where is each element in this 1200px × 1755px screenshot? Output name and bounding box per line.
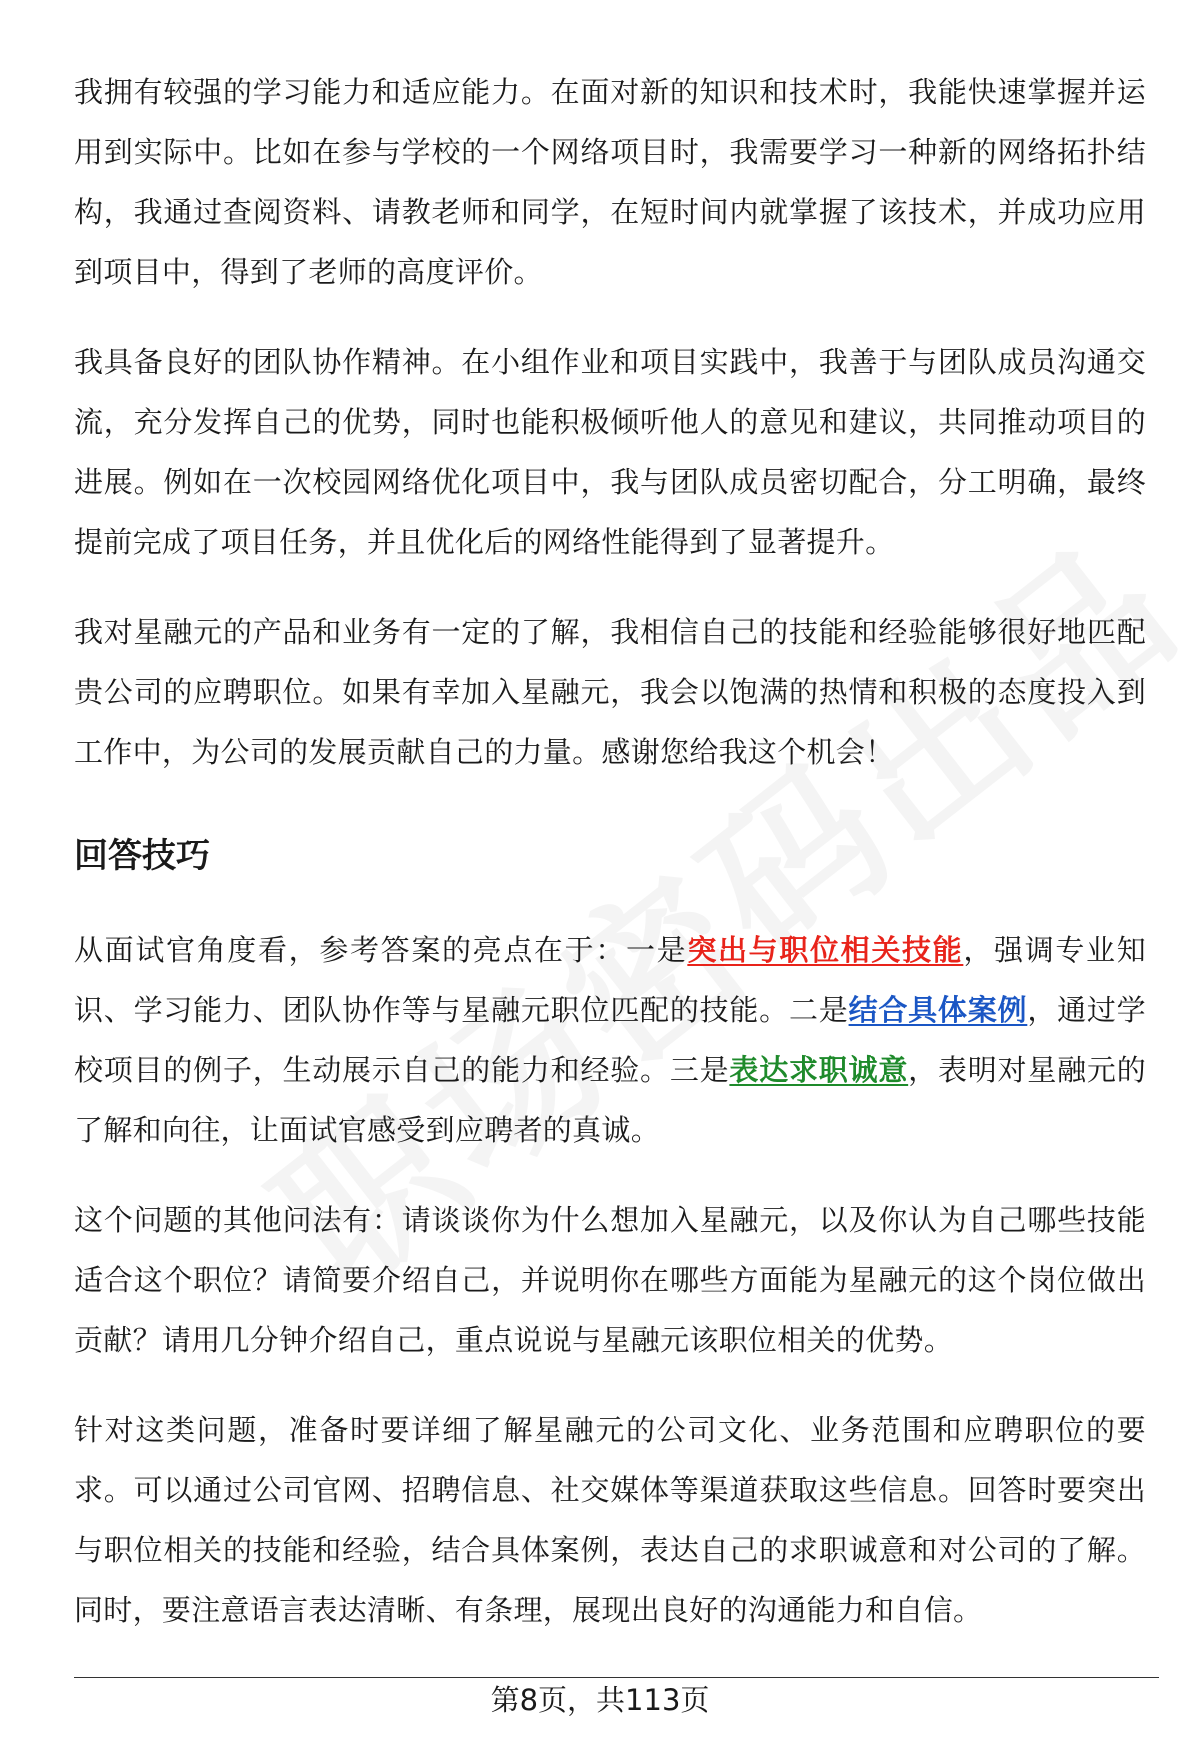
highlight-job-sincerity: 表达求职诚意 [729,1053,909,1087]
paragraph-company-fit: 我对星融元的产品和业务有一定的了解，我相信自己的技能和经验能够很好地匹配贵公司的应聘职位。如果有幸加入星融元，我会以饱满的热情和积极的态度投入到工作中，为公司的发展贡献自己的力量。感谢您给我这个机会！ [74,615,1146,769]
paragraph-alternate-questions: 这个问题的其他问法有：请谈谈你为什么想加入星融元，以及你认为自己哪些技能适合这个职位？请简要介绍自己，并说明你在哪些方面能为星融元的这个岗位做出贡献？请用几分钟介绍自己，重点说说与星融元该职位相关的优势。 [74,1203,1146,1357]
tips-text-2: ，强调专业知识、学习能力、团队协作等与星融元职位匹配的技能。二是 [74,933,1146,1027]
paragraph-preparation: 针对这类问题，准备时要详细了解星融元的公司文化、业务范围和应聘职位的要求。可以通过公司官网、招聘信息、社交媒体等渠道获取这些信息。回答时要突出与职位相关的技能和经验，结合具体案例，表达自己的求职诚意和对公司的了解。同时，要注意语言表达清晰、有条理，展现出良好的沟通能力和自信。 [74,1413,1146,1627]
tips-text-3: ，通过学校项目的例子，生动展示自己的能力和经验。三是 [74,993,1146,1087]
tips-text-1: 从面试官角度看，参考答案的亮点在于：一是 [74,933,688,967]
footer-divider [74,1677,1159,1678]
tips-text-4: ，表明对星融元的了解和向往，让面试官感受到应聘者的真诚。 [74,1053,1146,1147]
paragraph-tips [74,920,1146,1160]
section-heading: 回答技巧 [74,836,210,876]
paragraph-learning-ability: 我拥有较强的学习能力和适应能力。在面对新的知识和技术时，我能快速掌握并运用到实际中。比如在参与学校的一个网络项目时，我需要学习一种新的网络拓扑结构，我通过查阅资料、请教老师和同学，在短时间内就掌握了该技术，并成功应用到项目中，得到了老师的高度评价。 [74,75,1146,289]
highlight-relevant-skills: 突出与职位相关技能 [687,933,964,967]
page-number: 第8页，共113页 [490,1683,710,1717]
paragraph-teamwork: 我具备良好的团队协作精神。在小组作业和项目实践中，我善于与团队成员沟通交流，充分发挥自己的优势，同时也能积极倾听他人的意见和建议，共同推动项目的进展。例如在一次校园网络优化项目中，我与团队成员密切配合，分工明确，最终提前完成了项目任务，并且优化后的网络性能得到了显著提升。 [74,345,1146,559]
document-body [74,62,1146,1670]
highlight-concrete-cases: 结合具体案例 [848,993,1028,1027]
